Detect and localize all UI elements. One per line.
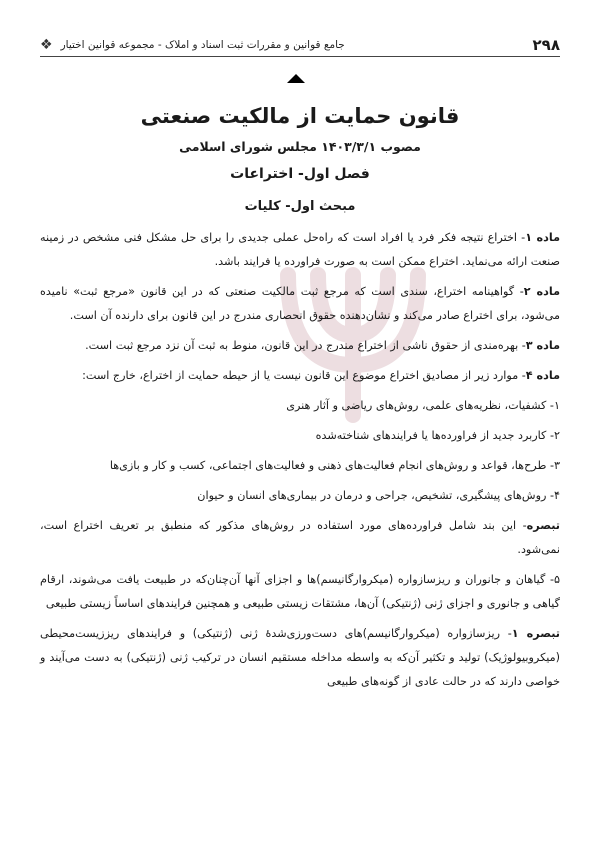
list-item-text: ۲- کاربرد جدید از فراورده‌ها یا فرایندهای شناخته‌شده bbox=[315, 429, 560, 442]
article-4 bbox=[40, 364, 560, 388]
note-text: - این بند شامل فراورده‌های مورد استفاده در روش‌های مذکور که منطبق بر تعریف اختراع است، نمی‌شود. bbox=[40, 519, 560, 556]
article-text: - بهره‌مندی از حقوق ناشی از اختراع مندرج در این قانون، منوط به ثبت آن نزد مرجع ثبت است. bbox=[85, 339, 526, 352]
article-label: ماده ۴ bbox=[525, 369, 560, 382]
article-3 bbox=[40, 334, 560, 358]
article-label: ماده ۱ bbox=[525, 231, 560, 244]
page-number: ۲۹۸ bbox=[532, 36, 560, 54]
list-item bbox=[40, 424, 560, 448]
header-title-group bbox=[40, 37, 345, 53]
law-title: قانون حمایت از مالکیت صنعتی bbox=[140, 104, 460, 128]
list-item bbox=[40, 394, 560, 418]
section-heading: مبحث اول- کلیات bbox=[244, 199, 356, 214]
list-item-text: ۴- روش‌های پیشگیری، تشخیص، جراحی و درمان در بیماری‌های انسان و حیوان bbox=[197, 489, 560, 502]
list-item bbox=[40, 454, 560, 478]
list-item-text: ۱- کشفیات، نظریه‌های علمی، روش‌های ریاضی و آثار هنری bbox=[286, 399, 560, 412]
triangle-up-icon bbox=[287, 74, 305, 83]
article-text: - موارد زیر از مصادیق اختراع موضوع این قانون نیست یا از حیطه حمایت از اختراع، خارج است: bbox=[82, 369, 526, 382]
diamond-ornament-icon: ❖ bbox=[40, 37, 53, 53]
body-text bbox=[40, 226, 560, 700]
note-text: - ریزسازواره (میکروارگانیسم)های دست‌ورزی‌شدهٔ ژنی (ژنتیکی) و فرایندهای ریززیست‌محیطی (میکروبیولوژیک) تولید و تکثیر آن‌که به واسطه مداخله مستقیم انسان در ترکیب ژنی (ژنتیکی) به دست می‌آیند و خواصی دارند که در حالت عادی از گونه‌های طبیعی bbox=[40, 627, 560, 688]
note bbox=[40, 514, 560, 562]
chapter-heading: فصل اول- اختراعات bbox=[230, 166, 370, 182]
running-header bbox=[40, 34, 560, 57]
running-title: جامع قوانین و مقررات ثبت اسناد و املاک - مجموعه قوانین اختیار bbox=[60, 39, 345, 51]
note bbox=[40, 622, 560, 694]
article-text: - گواهینامه اختراع، سندی است که مرجع ثبت مالکیت صنعتی که در این قانون «مرجع ثبت» نامیده می‌شود، برای اختراع صادر می‌کند و نشان‌دهنده حقوق انحصاری مندرج در این قانون برای دارنده آن است. bbox=[40, 285, 560, 322]
list-item-text: ۳- طرح‌ها، قواعد و روش‌های انجام فعالیت‌های ذهنی و فعالیت‌های اجتماعی، کسب و کار و بازی‌ها bbox=[109, 459, 560, 472]
note-label: تبصره bbox=[526, 519, 560, 532]
approval-line: مصوب ۱۴۰۳/۳/۱ مجلس شورای اسلامی bbox=[179, 139, 421, 154]
list-item bbox=[40, 484, 560, 508]
article-label: ماده ۳ bbox=[525, 339, 560, 352]
list-item bbox=[40, 568, 560, 616]
article-label: ماده ۲ bbox=[523, 285, 560, 298]
article-1 bbox=[40, 226, 560, 274]
article-text: - اختراع نتیجه فکر فرد یا افراد است که راه‌حل عملی جدیدی را برای حل مشکل فنی مشخص در زمینه صنعت ارائه می‌نماید. اختراع ممکن است به صورت فراورده یا فرایند باشد. bbox=[40, 231, 560, 268]
list-item-text: ۵- گیاهان و جانوران و ریزسازواره (میکروارگانیسم)ها و اجزای آنها آن‌چنان‌که در طبیعت یافت می‌شوند، ارقام گیاهی و جانوری و اجزای ژنی (ژنتیکی) آن‌ها، مشتقات زیستی طبیعی و همچنین فرایندهای اساساً زیستی طبیعی bbox=[40, 573, 560, 610]
note-label: تبصره ۱ bbox=[511, 627, 560, 640]
article-2 bbox=[40, 280, 560, 328]
